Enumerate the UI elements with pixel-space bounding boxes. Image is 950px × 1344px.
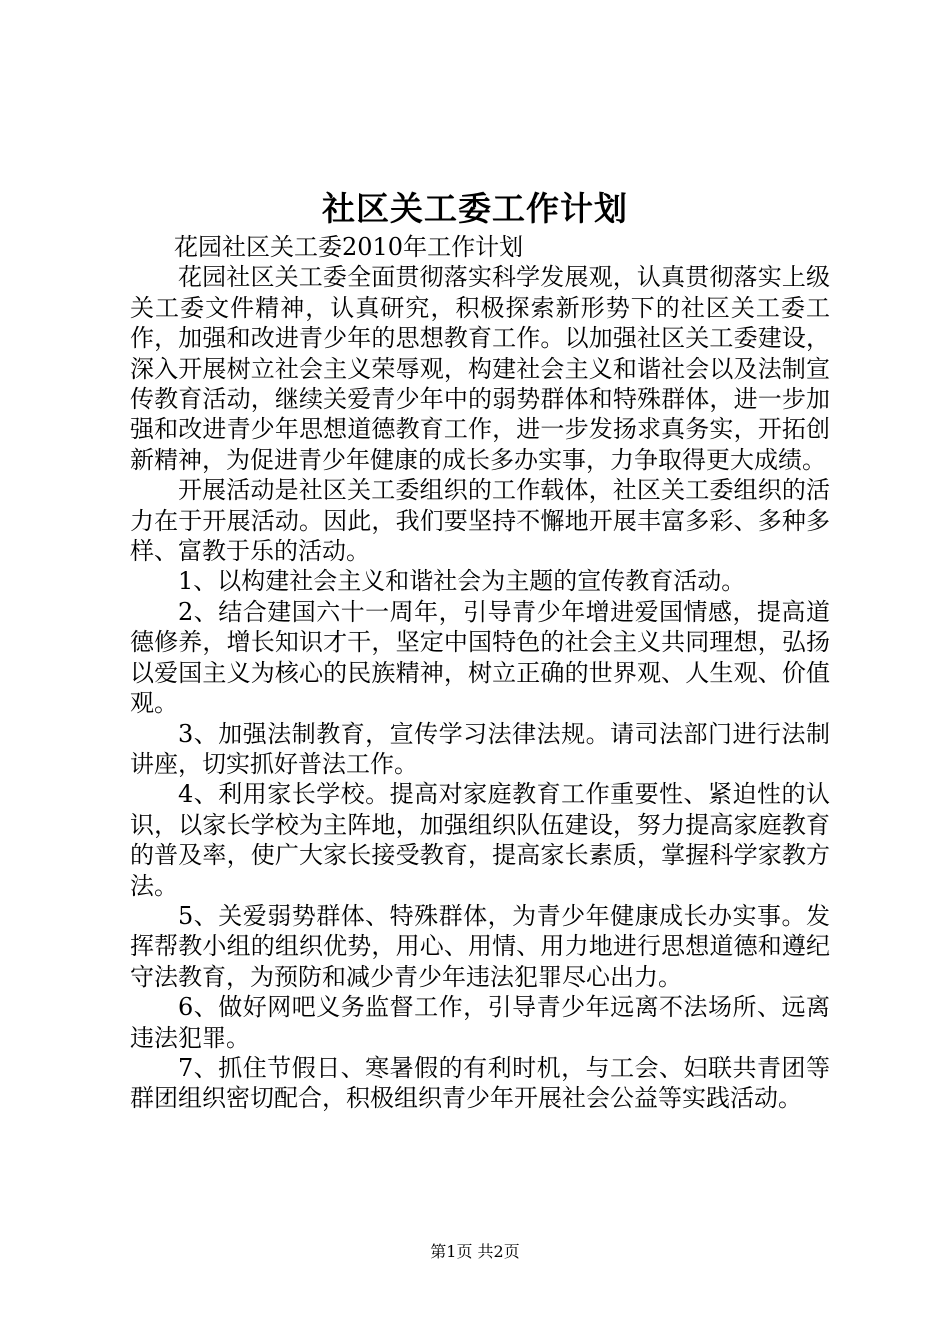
list-item-1: 1、以构建社会主义和谐社会为主题的宣传教育活动。	[178, 567, 746, 596]
list-item-7: 7、抓住节假日、寒暑假的有利时机，与工会、妇联共青团等群团组织密切配合，积极组织青少年开展社会公益等实践活动。	[130, 1053, 830, 1113]
document-body	[130, 232, 830, 1114]
paragraph-intro: 花园社区关工委全面贯彻落实科学发展观，认真贯彻落实上级关工委文件精神，认真研究，积极探索新形势下的社区关工委工作，加强和改进青少年的思想教育工作。以加强社区关工委建设，深入开展树立社会主义荣辱观，构建社会主义和谐社会以及法制宣传教育活动，继续关爱青少年中的弱势群体和特殊群体，进一步加强和改进青少年思想道德教育工作，进一步发扬求真务实，开拓创新精神，为促进青少年健康的成长多办实事，力争取得更大成绩。	[130, 263, 830, 474]
document-title: 社区关工委工作计划	[322, 189, 628, 228]
list-item-2: 2、结合建国六十一周年，引导青少年增进爱国情感，提高道德修养，增长知识才干，坚定中国特色的社会主义共同理想，弘扬以爱国主义为核心的民族精神，树立正确的世界观、人生观、价值观。	[130, 597, 830, 718]
list-item-3: 3、加强法制教育，宣传学习法律法规。请司法部门进行法制讲座，切实抓好普法工作。	[130, 719, 830, 778]
list-item-5: 5、关爱弱势群体、特殊群体，为青少年健康成长办实事。发挥帮教小组的组织优势，用心、用情、用力地进行思想道德和遵纪守法教育，为预防和减少青少年违法犯罪尽心出力。	[130, 901, 830, 991]
page-footer: 第1页 共2页	[430, 1242, 520, 1261]
list-item-6: 6、做好网吧义务监督工作，引导青少年远离不法场所、远离违法犯罪。	[130, 993, 830, 1052]
list-item-4: 4、利用家长学校。提高对家庭教育工作重要性、紧迫性的认识，以家长学校为主阵地，加强组织队伍建设，努力提高家庭教育的普及率，使广大家长接受教育，提高家长素质，掌握科学家教方法。	[130, 780, 830, 900]
paragraph-activities: 开展活动是社区关工委组织的工作载体，社区关工委组织的活力在于开展活动。因此，我们要坚持不懈地开展丰富多彩、多种多样、富教于乐的活动。	[130, 476, 830, 566]
document-subtitle: 花园社区关工委2010年工作计划	[174, 233, 524, 261]
